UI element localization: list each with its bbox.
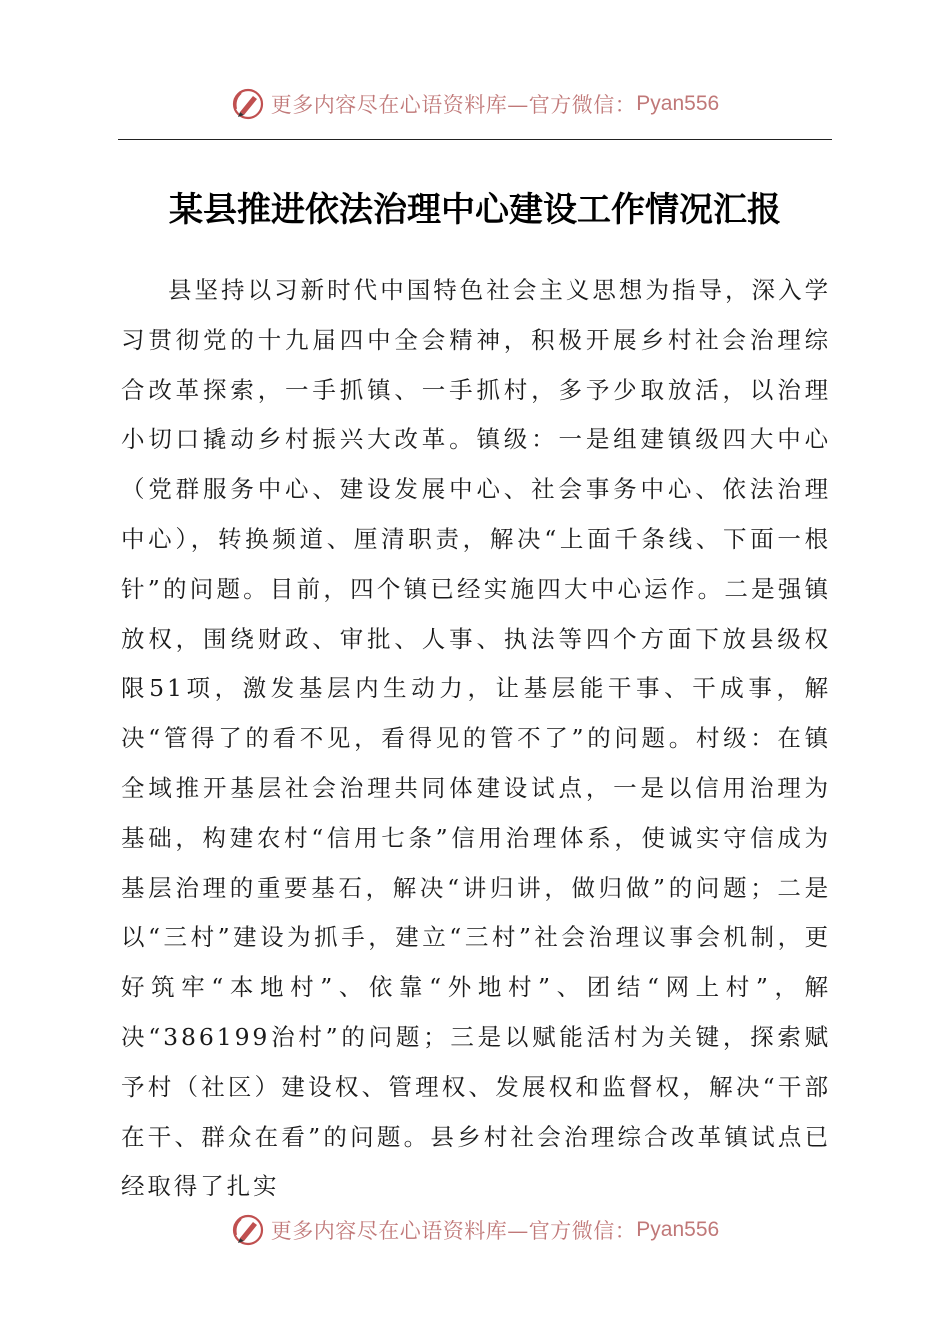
footer-banner xyxy=(0,1210,950,1250)
footer-banner-text: 更多内容尽在心语资料库—官方微信： xyxy=(270,1219,637,1243)
document-paragraph: 县坚持以习新时代中国特色社会主义思想为指导，深入学习贯彻党的十九届四中全会精神，积极开展乡村社会治理综合改革探索，一手抓镇、一手抓村，多予少取放活，以治理小切口撬动乡村振兴大改革。镇级：一是组建镇级四大中心（党群服务中心、建设发展中心、社会事务中心、依法治理中心），转换频道、厘清职责，解决“上面千条线、下面一根针”的问题。目前，四个镇已经实施四大中心运作。二是强镇放权，围绕财政、审批、人事、执法等四个方面下放县级权限51项，激发基层内生动力，让基层能干事、干成事，解决“管得了的看不见，看得见的管不了”的问题。村级：在镇全域推开基层社会治理共同体建设试点，一是以信用治理为基础，构建农村“信用七条”信用治理体系，使诚实守信成为基层治理的重要基石，解决“讲归讲，做归做”的问题；二是以“三村”建设为抓手，建立“三村”社会治理议事会机制，更好筑牢“本地村”、依靠“外地村”、团结“网上村”，解决“386199治村”的问题；三是以赋能活村为关键，探索赋予村（社区）建设权、管理权、发展权和监督权，解决“干部在干、群众在看”的问题。县乡村社会治理综合改革镇试点已经取得了扎实 xyxy=(121,276,831,1201)
document-title: 某县推进依法治理中心建设工作情况汇报 xyxy=(169,190,781,230)
header-banner xyxy=(0,84,950,124)
header-wechat-handle: Pyan556 xyxy=(636,92,720,115)
footer-wechat-handle: Pyan556 xyxy=(636,1218,720,1241)
header-divider xyxy=(118,139,832,140)
pen-circle-logo-icon xyxy=(231,87,265,121)
header-banner-text: 更多内容尽在心语资料库—官方微信： xyxy=(270,93,637,117)
pen-circle-logo-icon xyxy=(231,1213,265,1247)
